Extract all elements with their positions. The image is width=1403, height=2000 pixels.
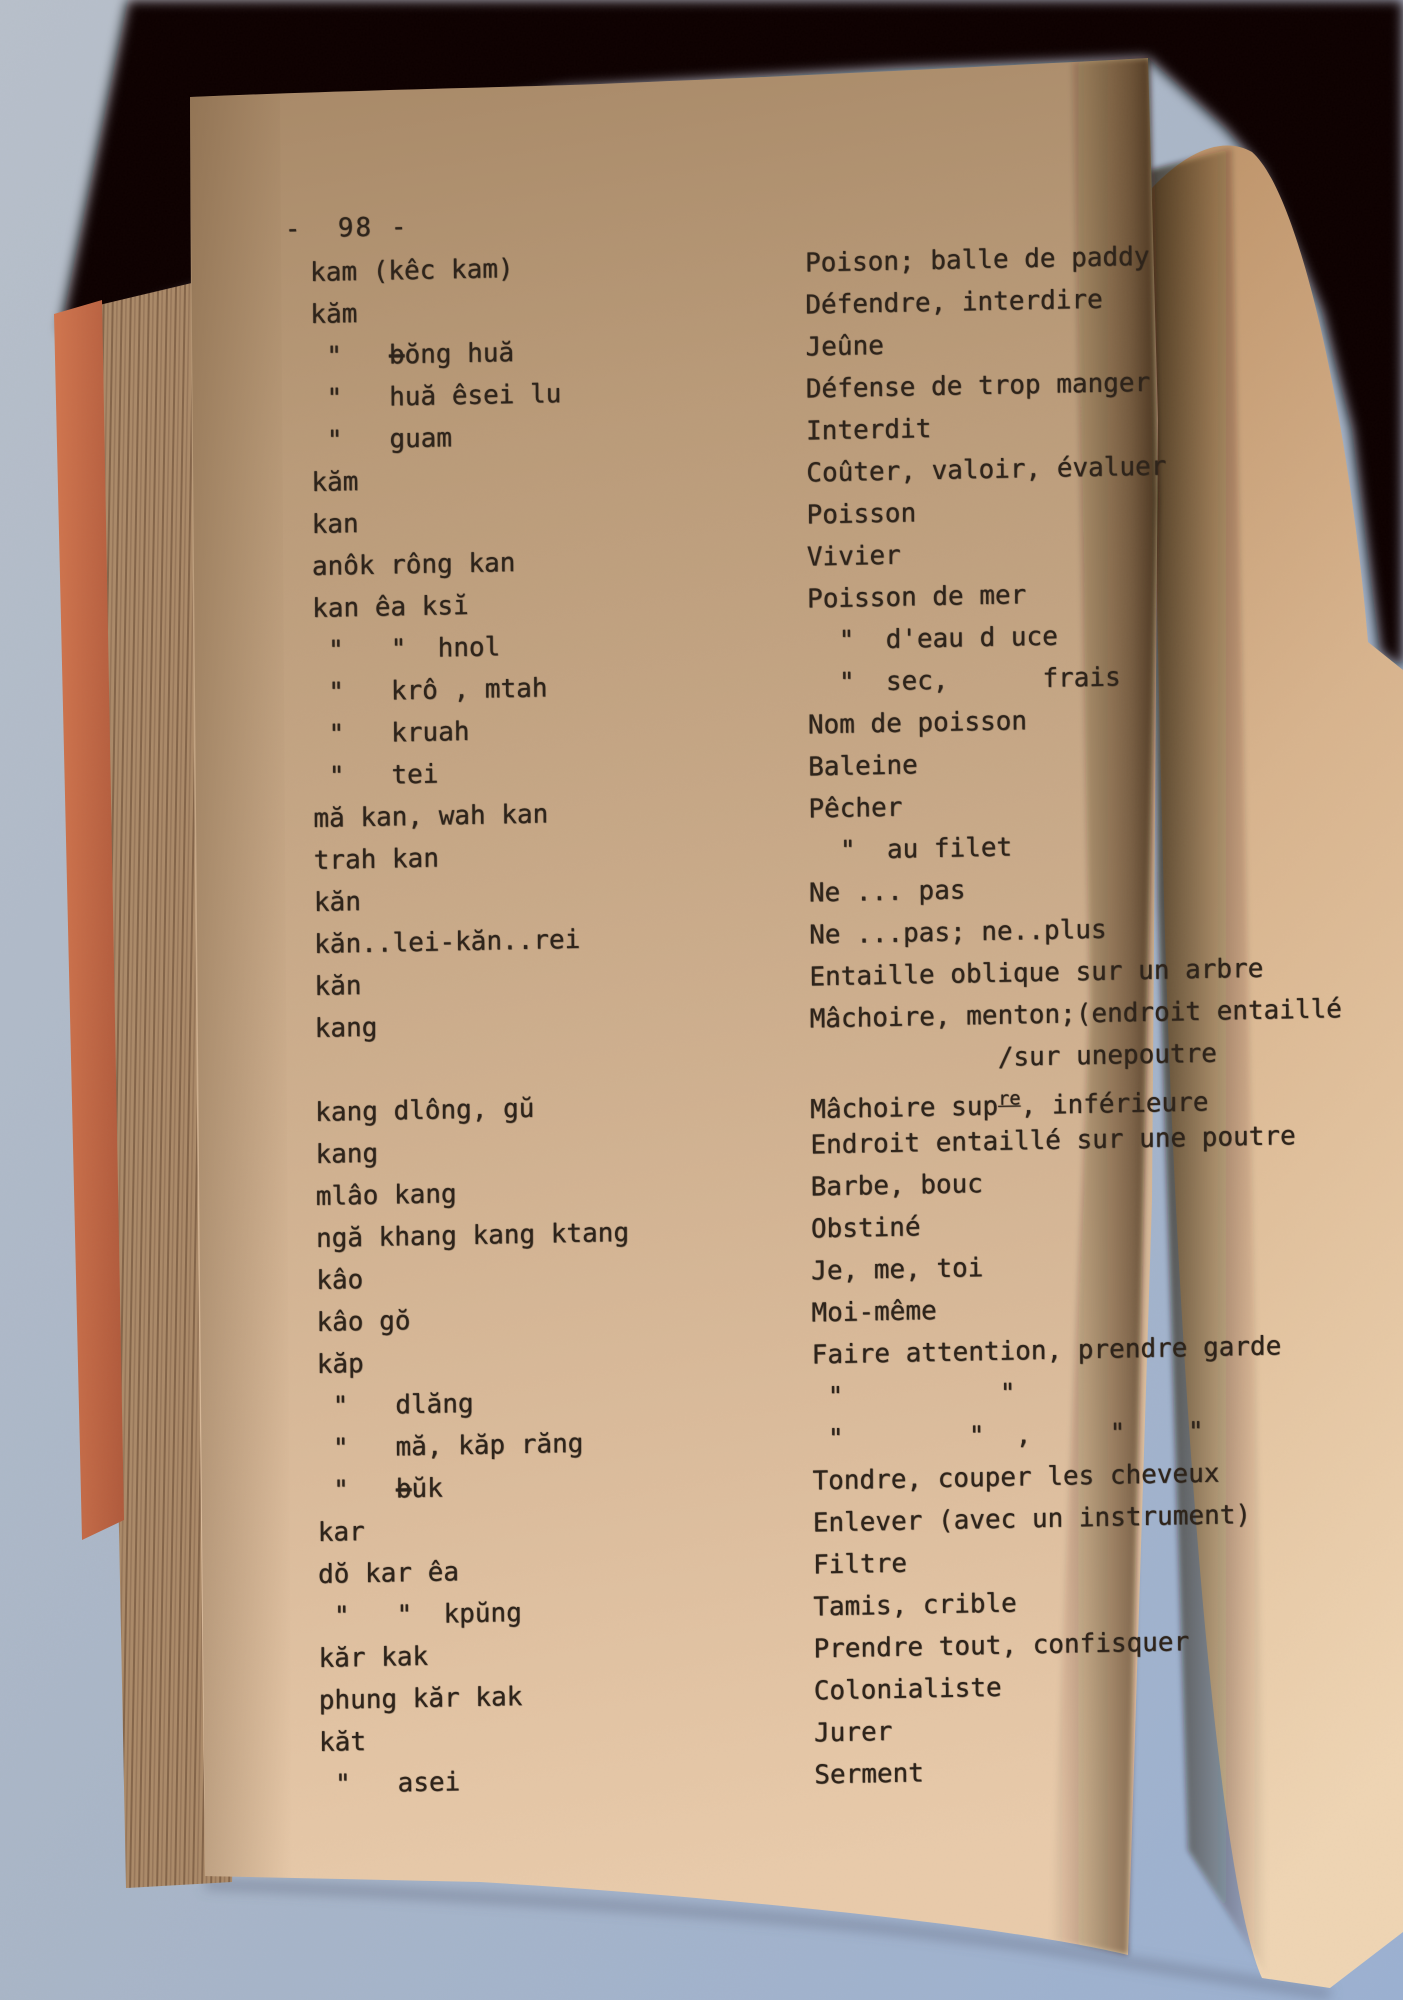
headword: kang bbox=[315, 1138, 379, 1170]
headword: kan bbox=[311, 509, 359, 540]
translation: " d'eau d uce bbox=[807, 621, 1058, 657]
headword: mă kan, wah kan bbox=[313, 799, 549, 834]
translation: Vivier bbox=[806, 540, 901, 573]
translation: " sec, frais bbox=[807, 662, 1121, 699]
headword: anôk rông kan bbox=[311, 548, 516, 582]
headword: " tei bbox=[313, 759, 439, 792]
translation: Serment bbox=[814, 1758, 924, 1791]
headword: kar bbox=[317, 1517, 365, 1548]
headword: dŏ kar êa bbox=[317, 1557, 460, 1590]
translation: Poison; balle de paddy bbox=[804, 241, 1150, 279]
translation: Baleine bbox=[808, 750, 918, 783]
headword: kan êa ksĭ bbox=[312, 590, 469, 624]
translation: Coûter, valoir, évaluer bbox=[806, 451, 1167, 489]
headword: kăn bbox=[313, 887, 362, 918]
translation: Jeûne bbox=[805, 330, 884, 363]
translation: Barbe, bouc bbox=[810, 1169, 983, 1203]
headword: " " kpŭng bbox=[318, 1598, 522, 1632]
translation: Endroit entaillé sur une poutre bbox=[810, 1121, 1296, 1161]
headword: " mă, kăp răng bbox=[317, 1428, 584, 1464]
headword: kăm bbox=[311, 467, 359, 498]
headword: " " hnol bbox=[312, 632, 501, 666]
translation: Prendre tout, confisquer bbox=[813, 1627, 1190, 1665]
translation: Je, me, toi bbox=[811, 1253, 984, 1287]
translation: Obstiné bbox=[810, 1212, 921, 1245]
translation: Mâchoire sup$^{re}$, inférieure bbox=[810, 1087, 1209, 1126]
headword: " asei bbox=[319, 1767, 461, 1800]
page-number: - 98 - bbox=[284, 212, 409, 245]
translation: Poisson bbox=[806, 498, 917, 531]
overstruck-letter: b bbox=[395, 1474, 412, 1505]
translation: Poisson de mer bbox=[807, 580, 1027, 615]
headword: ngă khang kang ktang bbox=[315, 1217, 630, 1254]
superscript-text: re bbox=[997, 1088, 1021, 1110]
translation: Tamis, crible bbox=[813, 1588, 1017, 1623]
headword: kam (kêc kam) bbox=[310, 254, 514, 288]
headword: kâo gŏ bbox=[316, 1306, 411, 1338]
headword: kăt bbox=[319, 1727, 367, 1758]
translation: /sur unepoutre bbox=[809, 1038, 1218, 1077]
headword: " guam bbox=[311, 423, 453, 456]
translation: Mâchoire, menton;(endroit entaillé bbox=[809, 994, 1342, 1035]
headword: " bŏng huă bbox=[310, 338, 515, 372]
overstruck-letter: b bbox=[388, 340, 405, 371]
translation: Moi-même bbox=[811, 1296, 937, 1329]
translation: Jurer bbox=[813, 1716, 893, 1749]
translation: Défendre, interdire bbox=[805, 284, 1103, 321]
translation: " " , " " bbox=[812, 1416, 1204, 1455]
headword: kang dlông, gŭ bbox=[315, 1093, 535, 1128]
dictionary-page-text bbox=[284, 212, 1369, 1806]
translation: Enlever (avec un instrument) bbox=[812, 1500, 1252, 1539]
translation: Filtre bbox=[812, 1548, 908, 1581]
headword: kăr kak bbox=[318, 1641, 429, 1674]
headword: kăn..lei-kăn..rei bbox=[314, 924, 581, 960]
translation: Nom de poisson bbox=[807, 706, 1028, 741]
translation: Interdit bbox=[806, 414, 932, 447]
headword: phung kăr kak bbox=[318, 1682, 523, 1716]
translation: " au filet bbox=[808, 832, 1013, 867]
headword: mlâo kang bbox=[315, 1179, 457, 1212]
entry-rows bbox=[310, 232, 1369, 1806]
headword: kăm bbox=[310, 299, 358, 330]
headword: trah kan bbox=[313, 843, 440, 876]
translation: Colonialiste bbox=[813, 1672, 1002, 1707]
headword: " huă êsei lu bbox=[310, 379, 562, 414]
translation: Ne ... pas bbox=[808, 875, 966, 909]
headword: kăp bbox=[316, 1349, 364, 1380]
translation: Pêcher bbox=[808, 792, 903, 825]
translation: Ne ...pas; ne..plus bbox=[809, 914, 1107, 951]
translation: Entaille oblique sur un arbre bbox=[809, 953, 1264, 993]
headword: kăn bbox=[314, 971, 362, 1002]
translation: " " bbox=[811, 1378, 1016, 1413]
headword: kang bbox=[314, 1012, 378, 1044]
translation: Tondre, couper les cheveux bbox=[812, 1458, 1220, 1497]
headword: " dlăng bbox=[316, 1388, 474, 1422]
translation: Faire attention, prendre garde bbox=[811, 1331, 1282, 1371]
translation: Défense de trop manger bbox=[805, 367, 1151, 405]
headword: " krô , mtah bbox=[312, 673, 548, 708]
headword: " kruah bbox=[312, 716, 470, 750]
headword: kâo bbox=[316, 1265, 364, 1296]
headword: " bŭk bbox=[317, 1473, 443, 1506]
